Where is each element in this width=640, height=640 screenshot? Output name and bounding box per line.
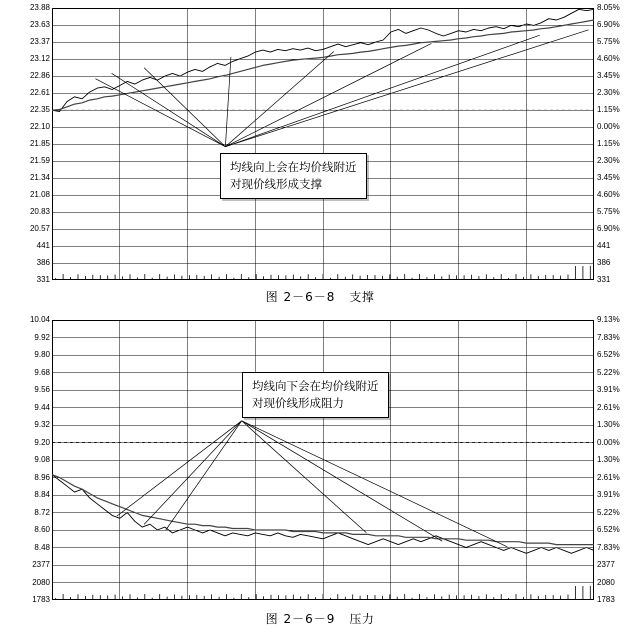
- axis-tick-label: 4.60%: [597, 54, 620, 63]
- axis-tick-label: 3.91%: [597, 490, 620, 499]
- axis-tick-label: 7.83%: [597, 332, 620, 342]
- axis-tick-label: 2080: [597, 577, 615, 587]
- axis-tick-label: 2.61%: [597, 472, 620, 482]
- caption-text: 压力: [349, 612, 375, 626]
- axis-tick-label: 9.20: [34, 437, 50, 447]
- axis-tick-label: 5.75%: [597, 207, 620, 216]
- axis-tick-label: 3.91%: [597, 385, 620, 394]
- axis-tick-label: 0.00%: [597, 437, 620, 447]
- axis-tick-label: 8.84: [34, 490, 50, 499]
- axis-tick-label: 386: [36, 258, 50, 267]
- chart-area-support: [29, 3, 620, 284]
- axis-tick-label: 2377: [597, 560, 615, 569]
- axis-tick-label: 23.12: [29, 54, 50, 63]
- axis-tick-label: 10.04: [29, 315, 50, 324]
- axis-tick-label: 8.72: [34, 507, 50, 517]
- axis-tick-label: 5.22%: [597, 367, 620, 377]
- axis-tick-label: 2.30%: [597, 156, 620, 165]
- axis-tick-label: 8.05%: [597, 3, 620, 12]
- axis-tick-label: 5.22%: [597, 507, 620, 517]
- axis-tick-label: 9.92: [34, 332, 50, 342]
- callout-line: 均线向下会在均价线附近: [252, 379, 379, 393]
- axis-tick-label: 7.83%: [597, 542, 620, 552]
- axis-tick-label: 1.15%: [597, 105, 620, 114]
- axis-tick-label: 331: [36, 275, 50, 284]
- axis-tick-label: 9.56: [34, 385, 50, 394]
- axis-tick-label: 2377: [32, 560, 50, 569]
- axis-tick-label: 20.83: [29, 207, 50, 216]
- axis-tick-label: 23.63: [29, 20, 50, 29]
- axis-tick-label: 23.37: [29, 37, 50, 46]
- axis-tick-label: 9.68: [34, 367, 50, 377]
- axis-tick-label: 331: [597, 275, 611, 284]
- figure-2-6-9: [0, 310, 640, 640]
- chart-plot-support: [52, 8, 594, 280]
- y-axis-left-resistance: [5, 315, 51, 604]
- axis-tick-label: 20.57: [29, 224, 50, 233]
- chart-area-resistance: [29, 315, 620, 604]
- axis-tick-label: 2.30%: [597, 88, 620, 97]
- axis-tick-label: 0.00%: [597, 122, 620, 131]
- caption-number: 图 2－6－8: [265, 290, 336, 304]
- axis-tick-label: 9.08: [34, 455, 50, 464]
- axis-tick-label: 1783: [32, 595, 50, 604]
- axis-tick-label: 22.10: [29, 122, 50, 131]
- callout-line: 对现价线形成支撑: [230, 176, 322, 191]
- axis-tick-label: 22.61: [29, 88, 50, 97]
- axis-tick-label: 1783: [597, 595, 615, 604]
- axis-tick-label: 386: [597, 258, 611, 267]
- axis-tick-label: 9.44: [34, 402, 50, 412]
- axis-tick-label: 6.90%: [597, 224, 620, 233]
- axis-tick-label: 3.45%: [597, 71, 620, 80]
- axis-tick-label: 2.61%: [597, 402, 620, 412]
- axis-tick-label: 6.90%: [597, 20, 620, 29]
- axis-tick-label: 23.88: [29, 3, 50, 12]
- axis-tick-label: 9.13%: [597, 315, 620, 324]
- axis-tick-label: 6.52%: [597, 350, 620, 359]
- callout-line: 对现价线形成阻力: [252, 395, 344, 410]
- axis-tick-label: 22.86: [29, 71, 50, 80]
- figure-2-6-8: [0, 0, 640, 310]
- axis-tick-label: 21.59: [29, 156, 50, 165]
- chart-plot-resistance: [52, 320, 594, 600]
- y-axis-right-support: [595, 3, 640, 284]
- axis-tick-label: 5.75%: [597, 37, 620, 46]
- annotation-callout-resistance: [242, 372, 389, 418]
- axis-tick-label: 21.34: [29, 173, 50, 182]
- annotation-callout-support: [220, 153, 367, 199]
- axis-tick-label: 9.32: [34, 420, 50, 429]
- caption-text: 支撑: [349, 290, 375, 304]
- axis-tick-label: 441: [36, 241, 50, 250]
- axis-tick-label: 1.15%: [597, 139, 620, 148]
- axis-tick-label: 1.30%: [597, 420, 620, 429]
- axis-tick-label: 2080: [32, 577, 50, 587]
- axis-tick-label: 8.60: [34, 525, 50, 534]
- callout-line: 均线向上会在均价线附近: [230, 160, 357, 174]
- axis-tick-label: 9.80: [34, 350, 50, 359]
- y-axis-left-support: [5, 3, 51, 284]
- axis-tick-label: 6.52%: [597, 525, 620, 534]
- axis-tick-label: 3.45%: [597, 173, 620, 182]
- axis-tick-label: 1.30%: [597, 455, 620, 464]
- axis-tick-label: 22.35: [29, 105, 50, 114]
- axis-tick-label: 441: [597, 241, 611, 250]
- axis-tick-label: 21.85: [29, 139, 50, 148]
- axis-tick-label: 4.60%: [597, 190, 620, 199]
- y-axis-right-resistance: [595, 315, 640, 604]
- figure-caption-support: [0, 288, 640, 305]
- figure-caption-resistance: [0, 610, 640, 627]
- axis-tick-label: 8.96: [34, 472, 50, 482]
- axis-tick-label: 8.48: [34, 542, 50, 552]
- caption-number: 图 2－6－9: [265, 612, 336, 626]
- axis-tick-label: 21.08: [29, 190, 50, 199]
